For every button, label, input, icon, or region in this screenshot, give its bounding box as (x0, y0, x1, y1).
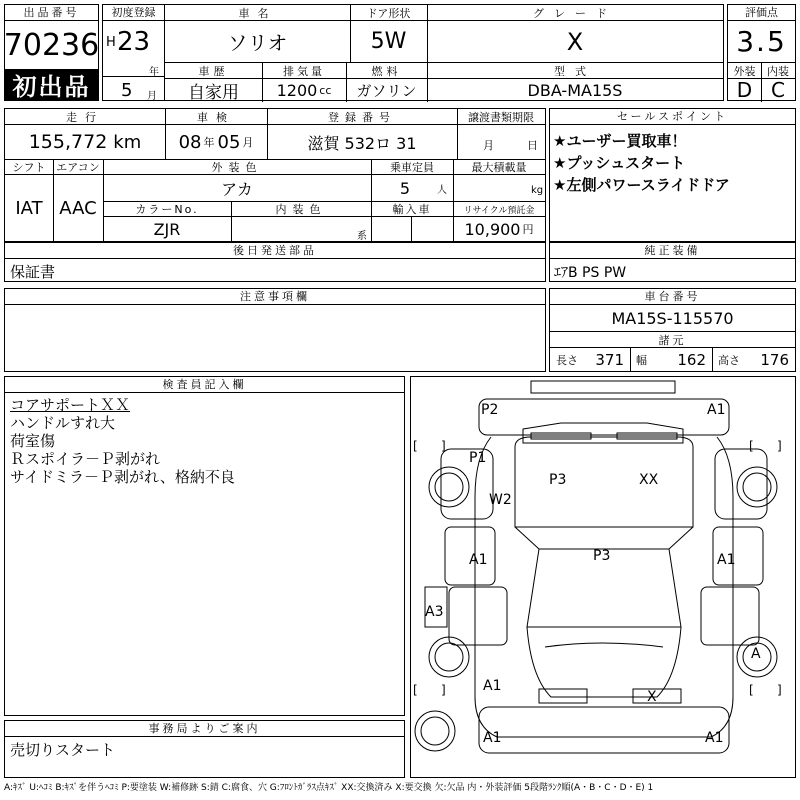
inspector-line: サイドミラ－Ｐ剥がれ、格納不良 (10, 468, 235, 486)
diagram-bracket: ] (777, 439, 782, 453)
exterior-color-value: アカ (221, 179, 253, 199)
color-no-value: ZJR (153, 219, 181, 239)
sales-point-item: ★左側パワースライドドア (553, 176, 730, 194)
fuel-value: ガソリン (356, 81, 417, 100)
diagram-bracket: ] (441, 683, 446, 697)
mark-roof-left: P3 (549, 472, 567, 488)
shift-value: IAT (15, 197, 43, 219)
capacity-unit: 人 (437, 185, 447, 196)
interior-color-unit: 系 (357, 231, 367, 242)
interior-grade-value: C (771, 78, 785, 102)
transfer-label: 譲渡書類期限 (468, 110, 534, 124)
grade-label: グレード (533, 6, 617, 20)
diagram-bracket: [ (749, 683, 754, 697)
office-label: 事務局よりご案内 (5, 721, 404, 737)
dimension-height (712, 348, 795, 371)
exterior-grade-label: 外装 (733, 64, 756, 78)
sales-point-item: ★ユーザー買取車！ (553, 132, 687, 150)
inspector-box (4, 376, 405, 716)
mileage-unit: km (113, 131, 142, 153)
parts-label: 後日発送部品 (5, 243, 545, 259)
capacity-value: 5 (399, 178, 411, 198)
chassis-label: 車台番号 (550, 289, 795, 305)
office-box (4, 720, 405, 778)
transfer-month-unit: 月 (483, 139, 494, 152)
interior-color-label: 内装色 (275, 203, 327, 216)
score-box (727, 4, 796, 101)
displacement-label: 排気量 (283, 64, 325, 78)
width-label: 幅 (636, 353, 647, 367)
model-value: DBA-MA15S (527, 80, 623, 100)
model-label: 型式 (554, 64, 596, 78)
mileage-value: 155,772 (28, 131, 108, 153)
inspector-label: 検査員記入欄 (5, 377, 404, 393)
transfer-day-unit: 日 (527, 139, 538, 152)
capacity-label: 乗車定員 (390, 161, 434, 174)
score-label: 評価点 (728, 5, 795, 21)
car-diagram-box (410, 376, 796, 778)
first-listing-badge: 初出品 (5, 69, 98, 100)
office-value: 売切りスタート (10, 741, 116, 759)
mark-rear-right: A1 (707, 402, 726, 418)
height-value: 176 (760, 350, 789, 369)
plate-value: 滋賀 532ロ 31 (307, 133, 417, 153)
main-info-box (164, 4, 724, 101)
listing-label: 出品番号 (5, 5, 98, 21)
shift-label: シフト (12, 161, 46, 174)
listing-box (4, 4, 99, 101)
equipment-value: ｴｱB PS PW (554, 265, 627, 281)
grade-value: X (566, 27, 584, 56)
car-name-value: ソリオ (227, 31, 288, 55)
diagram-bracket: [ (749, 439, 754, 453)
registration-label: 初度登録 (103, 5, 164, 21)
inspection-label: 車検 (197, 110, 235, 124)
equipment-box (549, 242, 796, 282)
plate-label: 登録番号 (328, 110, 396, 124)
inspection-year: 08 (178, 131, 202, 153)
mark-p1: P1 (469, 450, 487, 466)
inspector-line: ハンドルすれ大 (10, 414, 116, 432)
listing-number: 70236 (3, 27, 100, 63)
inspection-month-unit: 月 (242, 136, 254, 149)
inspector-line: コアサポートＸＸ (10, 396, 131, 414)
diagram-bracket: ] (777, 683, 782, 697)
inspection-row (165, 125, 267, 159)
recycle-unit: 円 (522, 223, 534, 236)
mark-bonnet: P3 (593, 548, 611, 564)
registration-box (102, 4, 165, 101)
door-value: 5W (370, 29, 407, 54)
car-name-label: 車名 (238, 6, 277, 20)
registration-era: H (106, 35, 116, 50)
registration-year-unit: 年 (149, 67, 159, 78)
history-label: 車歴 (198, 64, 229, 78)
exterior-color-label: 外装色 (211, 161, 263, 174)
fuel-label: 燃料 (371, 64, 402, 78)
aircon-label: エアコン (56, 161, 100, 174)
notes-label: 注意事項欄 (5, 289, 545, 305)
recycle-row (453, 217, 545, 241)
mark-door-left: A1 (469, 552, 488, 568)
inspection-month: 05 (217, 131, 241, 153)
recycle-value: 10,900 (464, 219, 521, 239)
mark-bumper-left: A1 (483, 730, 502, 746)
inspector-line: 荷室傷 (10, 432, 56, 450)
sales-points-box (549, 108, 796, 242)
sales-point-item: ★プッシュスタート (553, 154, 686, 172)
mark-roof-right: XX (639, 472, 659, 488)
mark-front-left: A1 (483, 678, 502, 694)
mark-grille: X (647, 689, 657, 705)
exterior-grade-value: D (736, 78, 753, 102)
max-load-unit: kg (531, 185, 544, 196)
mark-rear-left: P2 (481, 402, 499, 418)
length-value: 371 (595, 350, 624, 369)
equipment-label: 純正装備 (550, 243, 795, 259)
dimension-length (550, 348, 630, 371)
notes-box (4, 288, 546, 372)
score-value: 3.5 (736, 25, 787, 58)
diagram-bracket: ] (441, 439, 446, 453)
parts-value: 保証書 (10, 263, 56, 281)
mark-door-right: A1 (717, 552, 736, 568)
color-no-label: カラーNo. (135, 203, 199, 216)
sales-points-label: セールスポイント (550, 109, 795, 125)
length-label: 長さ (556, 353, 578, 367)
car-diagram (411, 377, 795, 777)
width-value: 162 (677, 350, 706, 369)
registration-year: 23 (117, 27, 151, 57)
max-load-label: 最大積載量 (471, 161, 527, 174)
history-value: 自家用 (188, 82, 239, 103)
diagram-bracket: [ (413, 439, 418, 453)
interior-grade-label: 内装 (767, 64, 789, 78)
inspector-line: Ｒスポイラ－Ｐ剥がれ (10, 450, 161, 468)
registration-month: 5 (121, 80, 133, 101)
import-label: 輸入車 (392, 203, 432, 216)
mark-w2: W2 (489, 492, 512, 508)
recycle-label: リサイクル預託金 (463, 205, 535, 216)
displacement-value: 1200 (276, 80, 318, 100)
aircon-value: AAC (59, 197, 97, 219)
legend-text: A:ｷｽﾞ U:ﾍｺﾐ B:ｷｽﾞを伴うﾍｺﾐ P:要塗装 W:補修跡 S:錆 C:腐食、穴 G:ﾌﾛﾝﾄｶﾞﾗｽ点ｷｽﾞ XX:交換済み X:要交換 欠:欠品 内・外装評価 5段階ﾗﾝｸ順(A・B・C・D・E) 1 (4, 783, 654, 793)
dimension-width (630, 348, 712, 371)
door-label: ドア形状 (366, 6, 411, 20)
mark-fender-left: A3 (425, 604, 444, 620)
registration-month-unit: 月 (147, 91, 157, 102)
inspection-year-unit: 年 (203, 136, 215, 149)
diagram-bracket: [ (413, 683, 418, 697)
displacement-unit: cc (319, 83, 332, 97)
mark-bumper-right: A1 (705, 730, 724, 746)
parts-box (4, 242, 546, 282)
height-label: 高さ (718, 353, 740, 367)
mark-wheel-right: A (751, 646, 761, 662)
mileage-row (5, 125, 165, 159)
spec-box (4, 108, 546, 242)
chassis-box (549, 288, 796, 372)
displacement-row (262, 79, 346, 101)
chassis-value: MA15S-115570 (611, 308, 734, 328)
mileage-label: 走行 (66, 110, 104, 124)
dimensions-label: 諸元 (658, 333, 687, 347)
